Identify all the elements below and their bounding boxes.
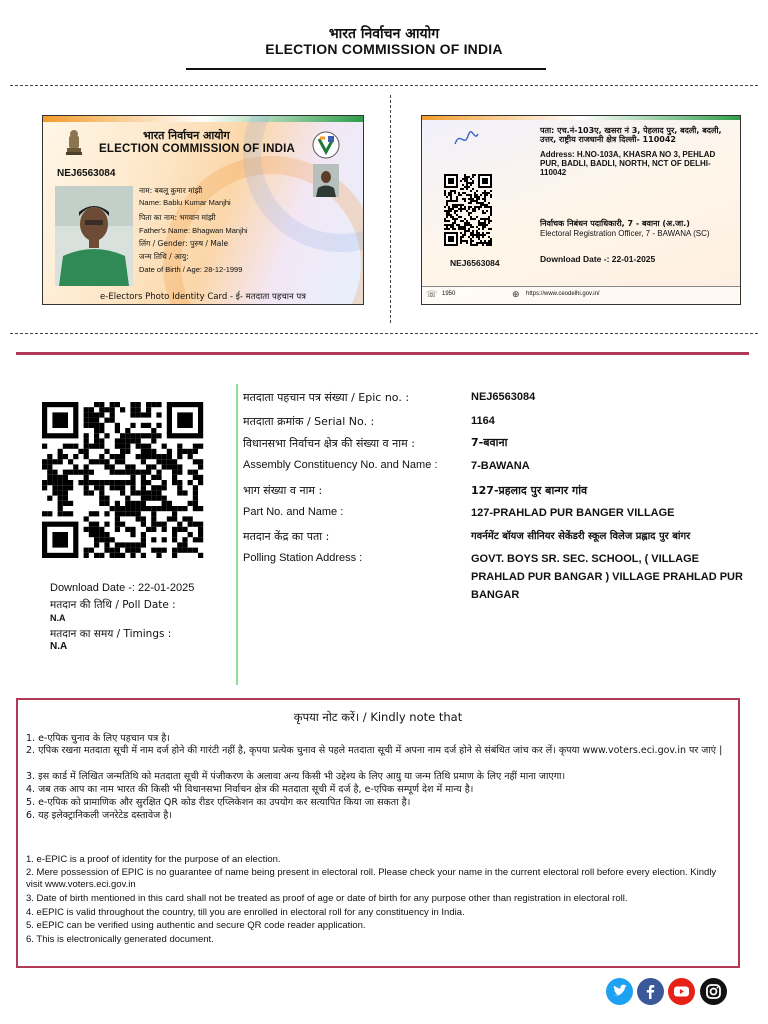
header-title-hindi: भारत निर्वाचन आयोग xyxy=(328,26,440,42)
serial-no-label: मतदाता क्रमांक / Serial No. : xyxy=(243,415,375,428)
section-divider xyxy=(16,352,749,355)
name-english: Name: Bablu Kumar Manjhi xyxy=(139,198,231,207)
timings-label: मतदान का समय / Timings : xyxy=(50,628,172,640)
instagram-icon[interactable] xyxy=(700,978,727,1005)
website-link[interactable]: https://www.ceodelhi.gov.in/ xyxy=(526,291,600,297)
note-en-6: 6. This is electronically generated document. xyxy=(26,934,214,945)
globe-icon: ⊕ xyxy=(512,289,520,299)
card-qr-code xyxy=(444,174,492,246)
polling-station-hindi-label: मतदान केंद्र का पता : xyxy=(243,530,330,543)
note-hi-4: 4. जब तक आप का नाम भारत की किसी भी विधानसभा निर्वाचन क्षेत्र की मतदाता सूची में दर्ज है, e-एपिक सम्पूर्ण देश में मान्य है। xyxy=(26,784,474,795)
cut-line-middle xyxy=(390,95,391,323)
voter-photo xyxy=(55,186,133,286)
back-download-date: Download Date -: 22-01-2025 xyxy=(540,254,656,264)
polling-station-value: GOVT. BOYS SR. SEC. SCHOOL, ( VILLAGE PRAHLAD PUR BANGAR ) VILLAGE PRAHLAD PUR BANGAR xyxy=(471,553,743,601)
part-value: 127-PRAHLAD PUR BANGER VILLAGE xyxy=(471,507,675,519)
youtube-icon[interactable] xyxy=(668,978,695,1005)
contact-bar xyxy=(422,286,740,304)
timings-value: N.A xyxy=(50,641,68,652)
card-title-hindi: भारत निर्वाचन आयोग xyxy=(143,129,230,142)
ero-english: Electoral Registration Officer, 7 - BAWANA (SC) xyxy=(540,229,710,238)
ero-hindi: निर्वाचक निबंधन पदाधिकारी, 7 - बवाना (अ.जा.) xyxy=(540,219,690,228)
assembly-label: Assembly Constituency No. and Name : xyxy=(243,459,438,471)
cut-line-top xyxy=(10,85,758,86)
note-en-4: 4. eEPIC is valid throughout the country, till you are enrolled in electoral roll for any constituency in India. xyxy=(26,907,465,918)
dob-english: Date of Birth / Age: 28-12-1999 xyxy=(139,265,243,274)
polling-station-label: Polling Station Address : xyxy=(243,552,363,564)
poll-date-label: मतदान की तिथि / Poll Date : xyxy=(50,599,176,611)
header-underline xyxy=(186,68,546,70)
header-title-english: ELECTION COMMISSION OF INDIA xyxy=(265,41,503,57)
voter-photo-thumbnail xyxy=(313,164,339,197)
note-hi-5: 5. e-एपिक को प्रामाणिक और सुरक्षित QR कोड रीडर एप्लिकेशन का उपयोग कर सत्यापित किया जा सकता है। xyxy=(26,797,411,808)
epic-no-label: मतदाता पहचान पत्र संख्या / Epic no. : xyxy=(243,391,410,404)
epic-number: NEJ6563084 xyxy=(57,168,116,179)
phone-icon: ☏ xyxy=(426,289,438,299)
poll-date-value: N.A xyxy=(50,613,66,623)
name-hindi: नाम: बबलू कुमार मांझी xyxy=(139,186,203,195)
part-label: Part No. and Name : xyxy=(243,506,344,518)
assembly-value: 7-BAWANA xyxy=(471,460,530,472)
vertical-divider xyxy=(236,384,238,685)
notes-box xyxy=(16,698,740,968)
note-hi-3: 3. इस कार्ड में लिखित जन्मतिथि को मतदाता सूची में पंजीकरण के अलावा अन्य किसी भी उद्देश्य के लिए आयु या जन्म तिथि प्रमाण के लिए नहीं माना जाएगा। xyxy=(26,771,566,782)
gender: लिंग / Gender: पुरुष / Male xyxy=(139,239,229,248)
eci-logo-icon xyxy=(311,130,341,160)
national-emblem-icon xyxy=(63,128,85,158)
helpline-number: 1950 xyxy=(442,291,456,297)
polling-station-hindi-value: गवर्नमेंट बॉयज सीनियर सेकेंडरी स्कूल विलेज प्रह्लाद पुर बांगर xyxy=(471,531,691,542)
part-hindi-label: भाग संख्या व नाम : xyxy=(243,484,323,497)
signature-icon xyxy=(452,128,480,150)
back-epic-number: NEJ6563084 xyxy=(450,258,500,268)
dob-hindi: जन्म तिथि / आयु: xyxy=(139,252,189,261)
epic-card-back xyxy=(421,115,741,305)
assembly-hindi-value: 7-बवाना xyxy=(471,436,508,449)
serial-no-value: 1164 xyxy=(471,415,495,427)
note-hi-1: 1. e-एपिक चुनाव के लिए पहचान पत्र है। xyxy=(26,733,170,744)
note-hi-6: 6. यह इलेक्ट्रानिकली जनरेटेड दस्तावेज है। xyxy=(26,810,172,821)
download-date: Download Date -: 22-01-2025 xyxy=(50,582,195,594)
tricolor-stripe xyxy=(422,116,740,120)
voter-qr-code xyxy=(42,402,208,560)
father-name-english: Father's Name: Bhagwan Manjhi xyxy=(139,226,248,235)
notes-title: कृपया नोट करें। / Kindly note that xyxy=(293,710,463,724)
father-name-hindi: पिता का नाम: भगवान मांझी xyxy=(139,213,216,222)
cut-line-bottom xyxy=(10,333,758,334)
twitter-icon[interactable] xyxy=(606,978,633,1005)
address-english: Address: H.NO-103A, KHASRA NO 3, PEHLAD PUR, BADLI, BADLI, NORTH, NCT OF DELHI- 110042 xyxy=(540,150,716,178)
facebook-icon[interactable] xyxy=(637,978,664,1005)
note-en-1: 1. e-EPIC is a proof of identity for the purpose of an election. xyxy=(26,854,281,865)
card-title-english: ELECTION COMMISSION OF INDIA xyxy=(99,143,295,155)
card-footer: e-Electors Photo Identity Card - ई- मतदाता पहचान पत्र xyxy=(100,292,306,302)
epic-card-front xyxy=(42,115,364,305)
note-en-5: 5. eEPIC can be verified using authentic and secure QR code reader application. xyxy=(26,920,366,931)
part-hindi-value: 127-प्रहलाद पुर बान्गर गांव xyxy=(471,484,588,497)
address-hindi: पता: एच.नं-103ए, खसरा नं 3, पेहलाद पुर, बदली, बदली, उत्तर, राष्ट्रीय राजधानी क्षेत्र दिल्ली- 110042 xyxy=(540,126,722,145)
epic-no-value: NEJ6563084 xyxy=(471,391,536,403)
note-en-2: 2. Mere possession of EPIC is no guarantee of name being present in electoral roll. Please check your name in the current electoral roll before every election. Kindly visit www.voters.eci.gov.in xyxy=(26,867,717,890)
note-en-3: 3. Date of birth mentioned in this card shall not be treated as proof of age or date of birth for any purpose other than registration in electoral roll. xyxy=(26,893,628,904)
note-hi-2: 2. एपिक रखना मतदाता सूची में नाम दर्ज होने की गारंटी नहीं है, कृपया प्रत्येक चुनाव से पहले मतदाता सूची में अपना नाम दर्ज होने से संबंधित जांच कर लें। कृपया www.voters.eci.gov.in पर जाएं | xyxy=(26,745,723,756)
assembly-hindi-label: विधानसभा निर्वाचन क्षेत्र की संख्या व नाम : xyxy=(243,437,415,450)
